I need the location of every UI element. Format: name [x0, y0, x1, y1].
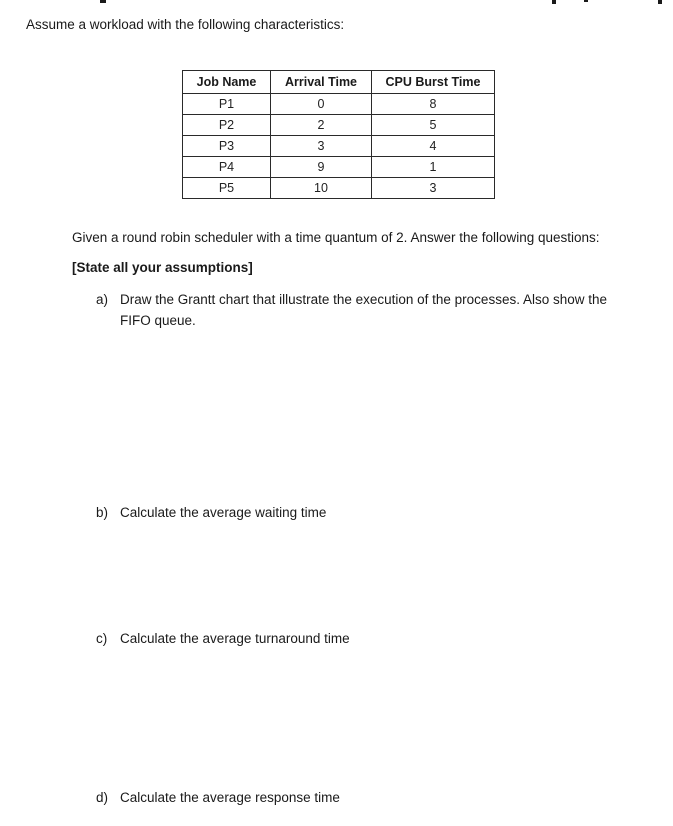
cpu-burst-cell: 8	[372, 94, 495, 115]
table-row	[183, 115, 495, 136]
job-name-cell: P2	[183, 115, 271, 136]
question-b-text: Calculate the average waiting time	[120, 505, 327, 520]
column-header-cpu-burst-time: CPU Burst Time	[372, 71, 495, 94]
question-d-text: Calculate the average response time	[120, 790, 340, 805]
question-a	[96, 292, 607, 307]
column-header-job-name: Job Name	[183, 71, 271, 94]
table-row	[183, 157, 495, 178]
question-a-text-line2: FIFO queue.	[120, 313, 196, 328]
cpu-burst-cell: 5	[372, 115, 495, 136]
job-name-cell: P1	[183, 94, 271, 115]
table-row	[183, 178, 495, 199]
question-c	[96, 631, 350, 646]
question-b-label: b)	[96, 505, 109, 520]
arrival-time-cell: 9	[271, 157, 372, 178]
job-name-cell: P4	[183, 157, 271, 178]
assumptions-note: [State all your assumptions]	[72, 260, 253, 275]
question-a-text-line1: Draw the Grantt chart that illustrate the execution of the processes. Also show the	[120, 292, 608, 307]
intro-text: Assume a workload with the following characteristics:	[26, 17, 345, 32]
arrival-time-cell: 2	[271, 115, 372, 136]
question-b	[96, 505, 326, 520]
given-statement: Given a round robin scheduler with a time quantum of 2. Answer the following questions:	[72, 230, 600, 245]
job-name-cell: P5	[183, 178, 271, 199]
table-header-row	[183, 71, 495, 94]
question-c-label: c)	[96, 631, 108, 646]
question-a-label: a)	[96, 292, 109, 307]
workload-table	[182, 70, 495, 199]
table-row	[183, 136, 495, 157]
arrival-time-cell: 10	[271, 178, 372, 199]
arrival-time-cell: 0	[271, 94, 372, 115]
top-edge-marks	[0, 0, 673, 10]
job-name-cell: P3	[183, 136, 271, 157]
question-d-label: d)	[96, 790, 109, 805]
cpu-burst-cell: 3	[372, 178, 495, 199]
question-d	[96, 790, 340, 805]
question-c-text: Calculate the average turnaround time	[120, 631, 350, 646]
column-header-arrival-time: Arrival Time	[271, 71, 372, 94]
arrival-time-cell: 3	[271, 136, 372, 157]
cpu-burst-cell: 1	[372, 157, 495, 178]
cpu-burst-cell: 4	[372, 136, 495, 157]
table-row	[183, 94, 495, 115]
